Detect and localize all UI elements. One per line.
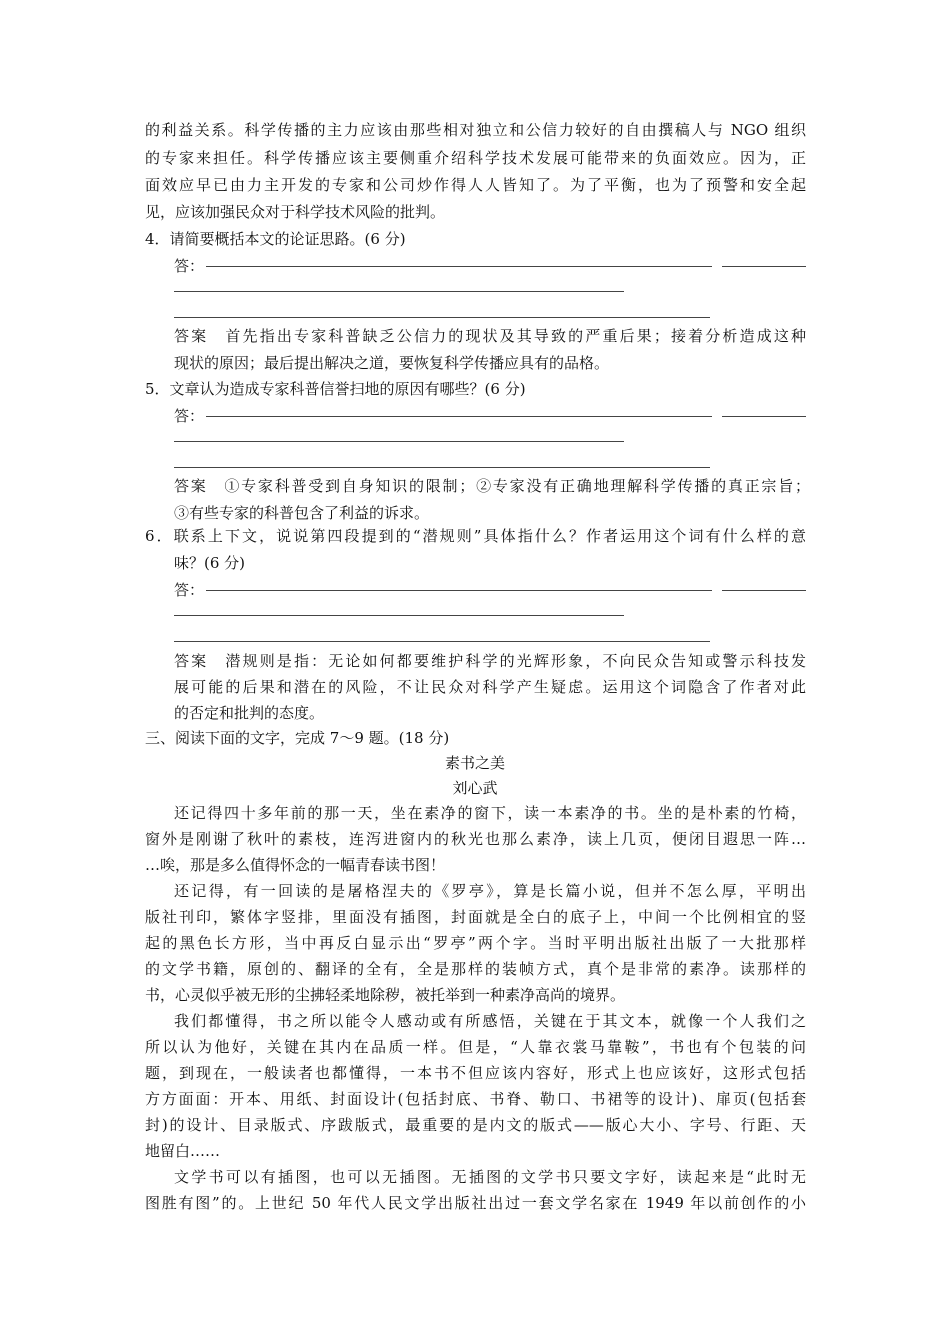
article-line: 书，心灵似乎被无形的尘拂轻柔地除秽，被托举到一种素净高尚的境界。 <box>145 986 626 1004</box>
answer-blank-line[interactable] <box>206 416 712 417</box>
answer-label: 答： <box>174 407 205 425</box>
article-line: 题，到现在，一般读者也都懂得，一本书不但应该内容好，形式上也应该好，这形式包括 <box>145 1064 806 1082</box>
question-6-text: 味？(6 分) <box>174 554 246 572</box>
question-5-text: 5．文章认为造成专家科普信誉扫地的原因有哪些？(6 分) <box>145 380 526 398</box>
answer-blank-line[interactable] <box>174 467 710 468</box>
answer-blank-line[interactable] <box>722 590 806 591</box>
answer-blank-line[interactable] <box>174 441 624 442</box>
article-line: 方方面面：开本、用纸、封面设计(包括封底、书脊、勒口、书裙等的设计)、扉页(包括套 <box>145 1090 806 1108</box>
article-line: 版社刊印，繁体字竖排，里面没有插图，封面就是全白的底子上，中间一个比例相宜的竖 <box>145 908 806 926</box>
answer-label: 答： <box>174 581 205 599</box>
answer-key-line: ③有些专家的科普包含了利益的诉求。 <box>174 504 430 522</box>
article-line: 我们都懂得，书之所以能令人感动或有所感悟，关键在于其文本，就像一个人我们之 <box>174 1012 806 1030</box>
answer-key-line: 答案 ①专家科普受到自身知识的限制；②专家没有正确地理解科学传播的真正宗旨； <box>174 477 810 495</box>
article-line: 的文学书籍，原创的、翻译的全有，全是那样的装帧方式，真个是非常的素净。读那样的 <box>145 960 806 978</box>
intro-line: 面效应早已由力主开发的专家和公司炒作得人人皆知了。为了平衡，也为了预警和安全起 <box>145 176 806 194</box>
answer-key-line: 现状的原因；最后提出解决之道，要恢复科学传播应具有的品格。 <box>174 354 610 372</box>
intro-line: 的专家来担任。科学传播应该主要侧重介绍科学技术发展可能带来的负面效应。因为，正 <box>145 149 806 167</box>
article-line: 起的黑色长方形，当中再反白显示出“罗亭”两个字。当时平明出版社出版了一大批那样 <box>145 934 806 952</box>
article-line: 封)的设计、目录版式、序跋版式，最重要的是内文的版式——版心大小、字号、行距、天 <box>145 1116 806 1134</box>
answer-key-line: 答案 首先指出专家科普缺乏公信力的现状及其导致的严重后果；接着分析造成这种 <box>174 327 806 345</box>
article-line: 所以认为他好，关键在其内在品质一样。但是，“人靠衣裳马靠鞍”，书也有个包装的问 <box>145 1038 806 1056</box>
article-line: 还记得四十多年前的那一天，坐在素净的窗下，读一本素净的书。坐的是朴素的竹椅， <box>174 804 806 822</box>
article-line: …唉，那是多么值得怀念的一幅青春读书图！ <box>145 856 446 874</box>
question-4-text: 4．请简要概括本文的论证思路。(6 分) <box>145 230 406 248</box>
section-heading: 三、阅读下面的文字，完成 7～9 题。(18 分) <box>145 729 450 747</box>
question-6-text: 6．联系上下文，说说第四段提到的“潜规则”具体指什么？作者运用这个词有什么样的意 <box>145 527 806 545</box>
article-line: 图胜有图”的。上世纪 50 年代人民文学出版社出过一套文学名家在 1949 年以前创作的小 <box>145 1194 806 1212</box>
article-line: 窗外是刚谢了秋叶的素枝，连泻进窗内的秋光也那么素净，读上几页，便闭目遐思一阵… <box>145 830 806 848</box>
answer-key-line: 展可能的后果和潜在的风险，不让民众对科学产生疑虑。运用这个词隐含了作者对此 <box>174 678 806 696</box>
answer-blank-line[interactable] <box>174 317 710 318</box>
answer-blank-line[interactable] <box>174 641 710 642</box>
intro-line: 见，应该加强民众对于科学技术风险的批判。 <box>145 203 446 221</box>
answer-blank-line[interactable] <box>206 266 712 267</box>
article-author: 刘心武 <box>452 779 498 797</box>
answer-label: 答： <box>174 257 205 275</box>
article-line: 文学书可以有插图，也可以无插图。无插图的文学书只要文字好，读起来是“此时无 <box>174 1168 806 1186</box>
article-line: 还记得，有一回读的是屠格涅夫的《罗亭》，算是长篇小说，但并不怎么厚，平明出 <box>174 882 806 900</box>
answer-blank-line[interactable] <box>206 590 712 591</box>
answer-blank-line[interactable] <box>174 615 624 616</box>
article-title: 素书之美 <box>444 754 505 772</box>
answer-key-line: 答案 潜规则是指：无论如何都要维护科学的光辉形象，不向民众告知或警示科技发 <box>174 652 806 670</box>
answer-key-line: 的否定和批判的态度。 <box>174 704 325 722</box>
intro-line: 的利益关系。科学传播的主力应该由那些相对独立和公信力较好的自由撰稿人与 NGO 组织 <box>145 121 806 139</box>
answer-blank-line[interactable] <box>722 266 806 267</box>
answer-blank-line[interactable] <box>174 291 624 292</box>
answer-blank-line[interactable] <box>722 416 806 417</box>
article-line: 地留白…… <box>145 1142 221 1160</box>
